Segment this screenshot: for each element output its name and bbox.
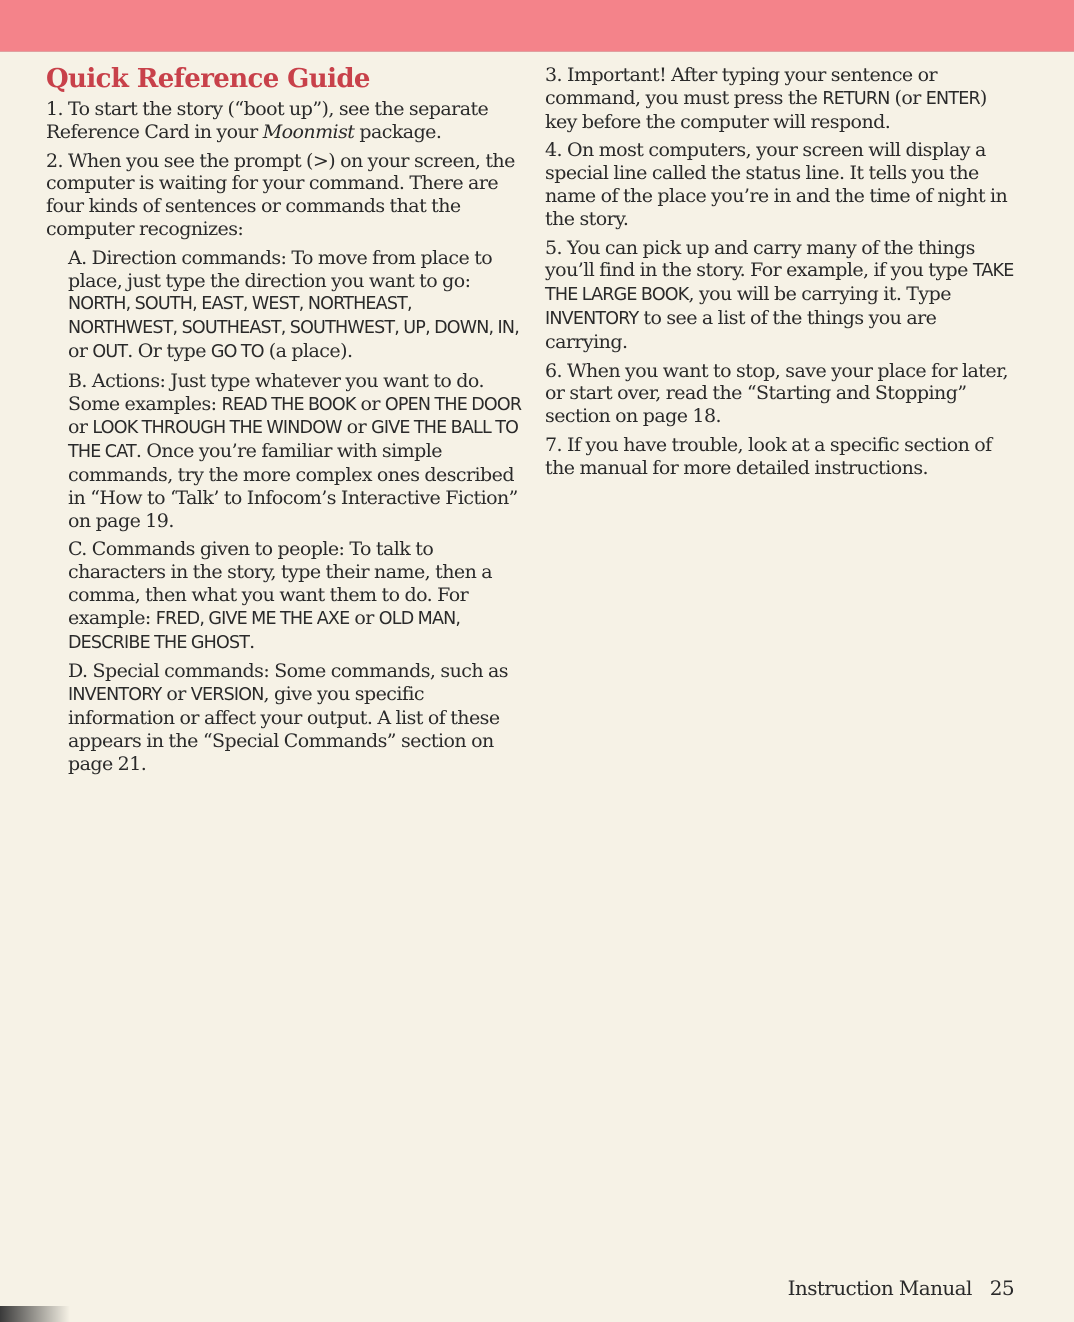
command-text: LOOK THROUGH THE WINDOW: [92, 418, 342, 439]
right-column: [545, 64, 1015, 486]
command-text: RETURN: [822, 88, 890, 109]
scan-shadow: [0, 1306, 70, 1322]
command-text: NORTH, SOUTH, EAST, WEST, NORTHEAST, NORTHWEST, SOUTHEAST, SOUTHWEST, UP, DOWN, IN,: [68, 294, 519, 339]
command-text: GO TO: [210, 341, 264, 362]
command-text: OUT: [92, 341, 128, 362]
page-number: 25: [989, 1276, 1014, 1300]
command-text: READ THE BOOK: [221, 394, 356, 415]
command-text: INVENTORY: [545, 308, 639, 329]
command-text: FRED, GIVE ME THE AXE: [155, 608, 350, 629]
step-1-paragraph: 1. To start the story (“boot up”), see the separate Reference Card in your Moonmist package.: [46, 98, 489, 143]
step-5-paragraph: 5. You can pick up and carry many of the things you’ll find in the story. For example, if you type TAKE THE LARGE BOOK, you will be carrying it. Type INVENTORY to see a list of the things you are carrying.: [545, 236, 1014, 353]
step-4-paragraph: 4. On most computers, your screen will display a special line called the status line. It tells you the name of the place you’re in and the time of night in the story.: [545, 139, 1008, 230]
page-title: Quick Reference Guide: [46, 64, 370, 94]
command-text: OPEN THE DOOR: [384, 394, 522, 415]
command-text: TAKE THE LARGE BOOK: [545, 261, 1014, 306]
product-name: Moonmist: [262, 120, 355, 143]
page-footer: [0, 1276, 1014, 1300]
left-column: [46, 64, 524, 781]
step-2-paragraph: 2. When you see the prompt (>) on your screen, the computer is waiting for your command. There are four kinds of sentences or commands that the computer recognizes:: [46, 149, 515, 240]
command-text: ENTER: [925, 88, 980, 109]
top-color-band: [0, 0, 1074, 52]
people-commands-paragraph: C. Commands given to people: To talk to characters in the story, type their name, then a comma, then what you want them to do. For example: FRED, GIVE ME THE AXE or OLD MAN, DESCRIBE THE GHOST.: [68, 538, 493, 653]
step-3-paragraph: 3. Important! After typing your sentence or command, you must press the RETURN (or ENTER) key before the computer will respond.: [545, 64, 987, 133]
direction-commands-paragraph: A. Direction commands: To move from place to place, just type the direction you want to go: NORTH, SOUTH, EAST, WEST, NORTHEAST, NORTHWEST, SOUTHEAST, SOUTHWEST, UP, DOWN, IN, or OUT. Or type GO TO (a place).: [68, 246, 519, 362]
command-text: INVENTORY: [68, 685, 162, 706]
command-text: OLD MAN, DESCRIBE THE GHOST: [68, 608, 461, 653]
special-commands-paragraph: D. Special commands: Some commands, such as INVENTORY or VERSION, give you specific information or affect your output. A list of these appears in the “Special Commands” section on page 21.: [68, 660, 509, 775]
command-text: VERSION: [190, 685, 264, 706]
footer-label: Instruction Manual: [787, 1276, 972, 1300]
step-6-paragraph: 6. When you want to stop, save your place for later, or start over, read the “Starting and Stopping” section on page 18.: [545, 359, 1009, 428]
step-7-paragraph: 7. If you have trouble, look at a specific section of the manual for more detailed instructions.: [545, 433, 992, 479]
command-text: GIVE THE BALL TO THE CAT: [68, 418, 519, 463]
actions-paragraph: B. Actions: Just type whatever you want to do. Some examples: READ THE BOOK or OPEN THE DOOR or LOOK THROUGH THE WINDOW or GIVE THE BALL TO THE CAT. Once you’re familiar with simple commands, try the more complex ones described in “How to ‘Talk’ to Infocom’s Interactive Fiction” on page 19.: [68, 369, 522, 532]
